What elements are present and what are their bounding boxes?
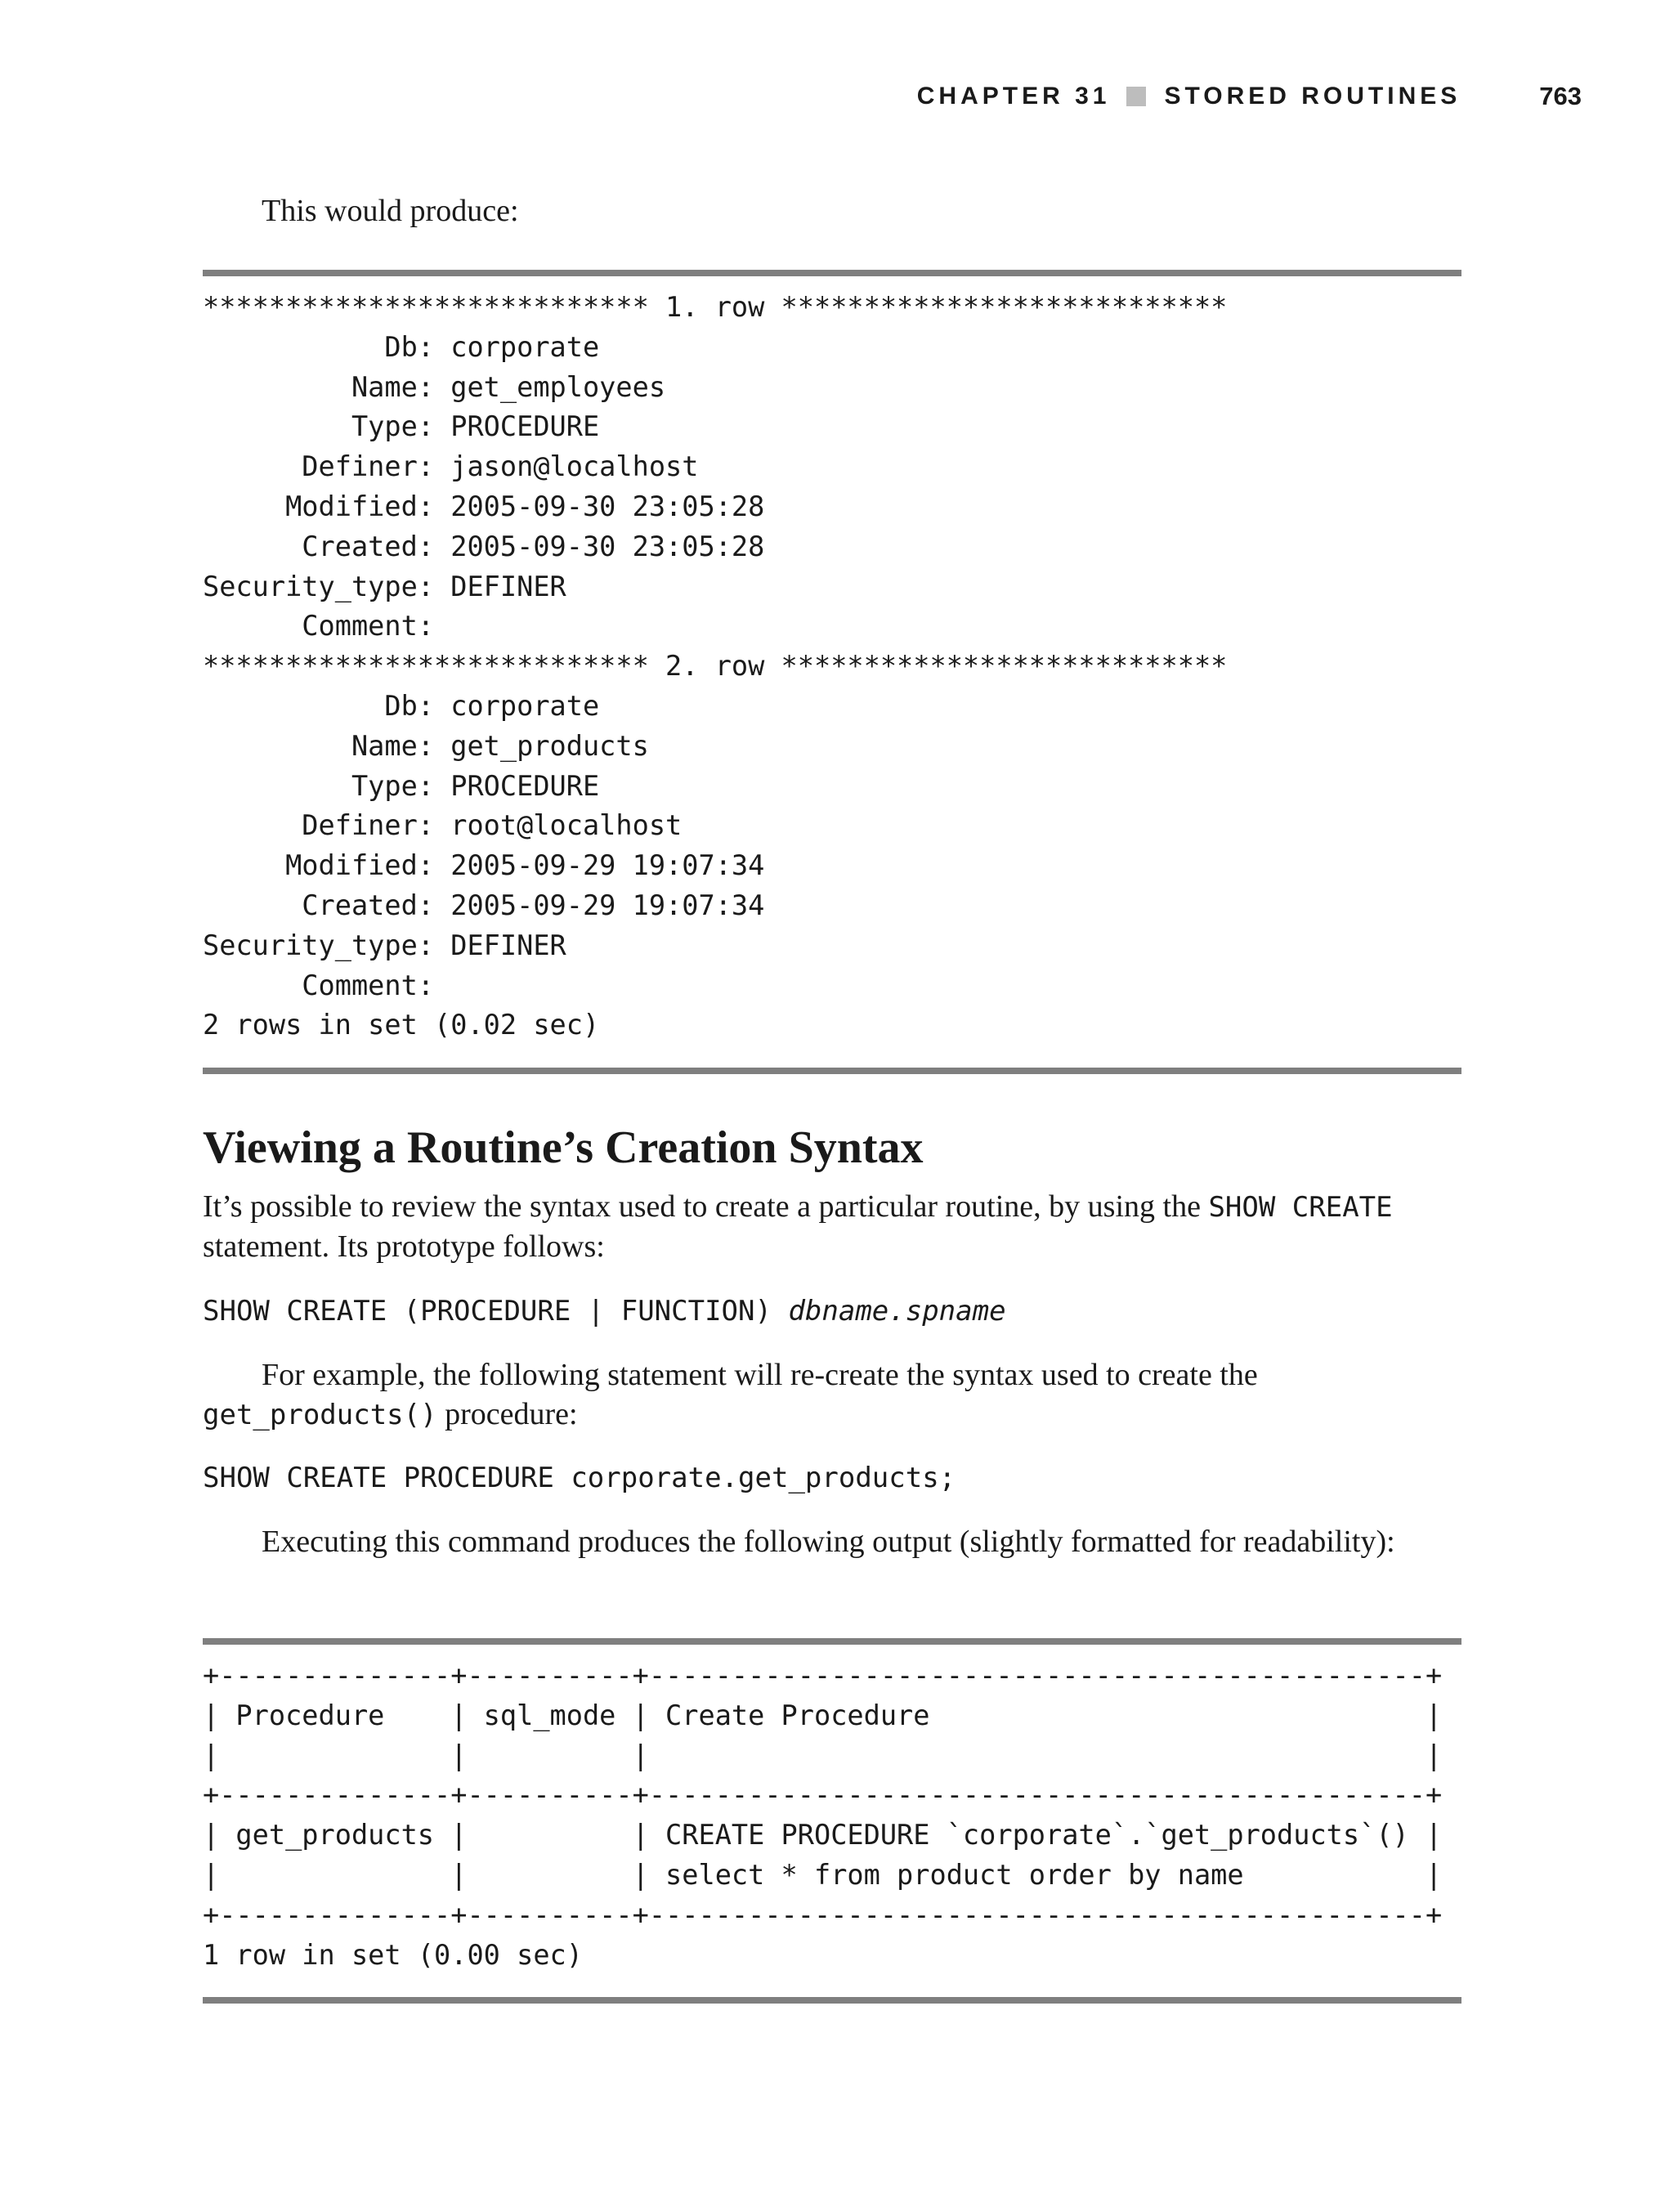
- code-block-top-rule: [203, 270, 1461, 276]
- output-intro-paragraph: Executing this command produces the following output (slightly formatted for readability):: [262, 1525, 1395, 1559]
- paragraph-text: For example, the following statement will re-create the syntax used to create the: [262, 1358, 1258, 1392]
- row-header: *************************** 1. row ***************************: [203, 291, 1228, 323]
- chapter-title: STORED ROUTINES: [1164, 83, 1461, 110]
- result-footer: 1 row in set (0.00 sec): [203, 1938, 583, 1971]
- create-procedure-output: [203, 1656, 1442, 1975]
- output-line: Security_type: DEFINER: [203, 929, 566, 961]
- output-line: Db: corporate: [203, 330, 600, 363]
- output-line: Name: get_employees: [203, 370, 666, 403]
- output-line: Definer: jason@localhost: [203, 450, 699, 483]
- output-line: Type: PROCEDURE: [203, 769, 600, 802]
- running-head: [0, 82, 1582, 111]
- separator-square-icon: [1126, 87, 1146, 106]
- table-border-line: +--------------+----------+-----------------------------------------------+: [203, 1898, 1443, 1931]
- output-line: Created: 2005-09-29 19:07:34: [203, 889, 765, 921]
- inline-code: SHOW CREATE: [1208, 1191, 1393, 1224]
- example-paragraph: [203, 1355, 1461, 1435]
- output-line: Db: corporate: [203, 689, 600, 722]
- output-line: Definer: root@localhost: [203, 809, 683, 842]
- section-heading: Viewing a Routine’s Creation Syntax: [203, 1122, 924, 1173]
- table-header-row: | Procedure | sql_mode | Create Procedure |: [203, 1699, 1443, 1731]
- paragraph-text: It’s possible to review the syntax used to create a particular routine, by using the: [203, 1189, 1209, 1224]
- output-line: Security_type: DEFINER: [203, 570, 566, 602]
- table-row: | | | select * from product order by name |: [203, 1858, 1443, 1891]
- inline-code: get_products(): [203, 1399, 437, 1431]
- table-row: | get_products | | CREATE PROCEDURE `corporate`.`get_products`() |: [203, 1819, 1443, 1852]
- prototype-placeholder: dbname.spname: [788, 1295, 1006, 1328]
- page-number: 763: [1539, 82, 1582, 110]
- section-paragraph: [203, 1187, 1461, 1266]
- output-line: Modified: 2005-09-30 23:05:28: [203, 490, 765, 522]
- table-border-line: +--------------+----------+-----------------------------------------------+: [203, 1659, 1443, 1691]
- output-line: Created: 2005-09-30 23:05:28: [203, 530, 765, 562]
- output-line: Name: get_products: [203, 729, 649, 762]
- output-line: Comment:: [203, 969, 451, 1001]
- intro-paragraph: This would produce:: [262, 194, 519, 228]
- output-line: Type: PROCEDURE: [203, 410, 600, 443]
- table-border-line: +--------------+----------+-----------------------------------------------+: [203, 1779, 1443, 1811]
- result-footer: 2 rows in set (0.02 sec): [203, 1009, 600, 1041]
- table-header-row: | | | |: [203, 1739, 1443, 1771]
- chapter-label: CHAPTER 31: [916, 83, 1111, 110]
- output-line: Comment:: [203, 610, 451, 643]
- prototype-code-text: SHOW CREATE (PROCEDURE | FUNCTION): [203, 1295, 789, 1328]
- example-code: SHOW CREATE PROCEDURE corporate.get_products;: [203, 1462, 956, 1494]
- paragraph-text: procedure:: [436, 1397, 578, 1431]
- routine-status-output: [203, 288, 1227, 1046]
- code-block-bottom-rule: [203, 1997, 1461, 2004]
- paragraph-text: statement. Its prototype follows:: [203, 1229, 605, 1264]
- code-block-top-rule: [203, 1638, 1461, 1645]
- code-block-bottom-rule: [203, 1068, 1461, 1074]
- row-header: *************************** 2. row ***************************: [203, 650, 1228, 683]
- output-line: Modified: 2005-09-29 19:07:34: [203, 849, 765, 882]
- prototype-code: [203, 1292, 1006, 1331]
